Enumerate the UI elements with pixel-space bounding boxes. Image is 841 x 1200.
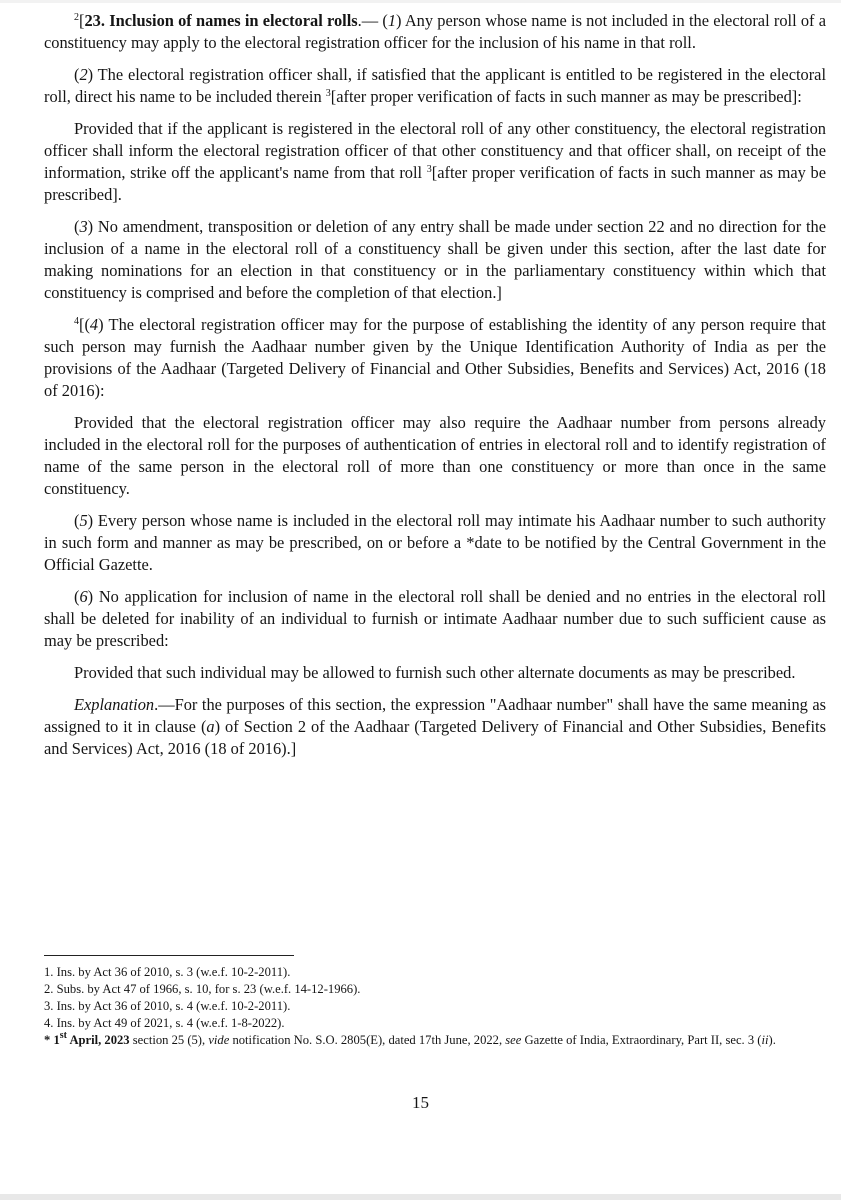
- explanation-label: Explanation: [74, 695, 155, 714]
- footnote-4: 4. Ins. by Act 49 of 2021, s. 4 (w.e.f. 1-8-2022).: [44, 1016, 285, 1030]
- bottom-edge: [0, 1194, 841, 1200]
- explanation: Explanation.—For the purposes of this section, the expression "Aadhaar number" shall have the same meaning as assigned to it in clause (a) of Section 2 of the Aadhaar (Targeted Delivery of Financial and Other Subsidies, Benefits and Services) Act, 2016 (18 of 2016).]: [44, 695, 826, 758]
- section-number: 23.: [84, 11, 105, 30]
- subsection-6: (6) No application for inclusion of name in the electoral roll shall be denied and no entries in the electoral roll shall be deleted for inability of an individual to furnish or intimate Aadhaar number due to such sufficient cause as may be prescribed:: [44, 587, 826, 650]
- document-body: [44, 10, 826, 770]
- subsection-1-text: Any person whose name is not included in the electoral roll of a constituency may apply to the electoral registration officer for the inclusion of his name in that roll.: [44, 11, 826, 52]
- section-title: Inclusion of names in electoral rolls: [109, 11, 358, 30]
- footnote-1: 1. Ins. by Act 36 of 2010, s. 3 (w.e.f. 10-2-2011).: [44, 965, 291, 979]
- footnote-ref-4: 4: [74, 316, 79, 327]
- top-edge: [0, 0, 841, 3]
- footnote-ref-2: 2: [74, 12, 79, 23]
- subsection-4: $^4$[(4) The electoral registration officer may for the purpose of establishing the identity of any person require that such person may furnish the Aadhaar number given by the Unique Identification Authority of India as per the provisions of the Aadhaar (Targeted Delivery of Financial and Other Subsidies, Benefits and Services) Act, 2016 (18 of 2016):: [44, 315, 826, 400]
- footnote-ref-3: 3: [325, 88, 331, 99]
- section-23-heading: $^2$[23. Inclusion of names in electoral rolls.— (1) Any person whose name is not included in the electoral roll of a constituency may apply to the electoral registration officer for the inclusion of his name in that roll.: [44, 11, 826, 52]
- footnote-3: 3. Ins. by Act 36 of 2010, s. 4 (w.e.f. 10-2-2011).: [44, 999, 291, 1013]
- footnote-divider: [44, 955, 294, 956]
- proviso-2: Provided that the electoral registration officer may also require the Aadhaar number from persons already included in the electoral roll for the purposes of authentication of entries in electoral roll and to identify registration of name of the same person in the electoral roll of more than one constituency or more than once in the same constituency.: [44, 413, 826, 498]
- page-number: 15: [412, 1093, 429, 1112]
- proviso-1: Provided that if the applicant is registered in the electoral roll of any other constituency, the electoral registration officer shall inform the electoral registration officer of that other constituency and that officer shall, on receipt of the information, strike off the applicant's name from that roll $^3$[after proper verification of facts in such manner as may be prescribed].: [44, 119, 826, 204]
- subsection-2: (2) The electoral registration officer shall, if satisfied that the applicant is entitled to be registered in the electoral roll, direct his name to be included therein $^3$[after proper verification of facts in such manner as may be prescribed]:: [44, 65, 826, 106]
- footnote-star: * 1st April, 2023 section 25 (5), vide notification No. S.O. 2805(E), dated 17th June, 2022, see Gazette of India, Extraordinary, Part II, sec. 3 (ii).: [44, 1030, 776, 1047]
- subsection-3: (3) No amendment, transposition or deletion of any entry shall be made under section 22 and no direction for the inclusion of a name in the electoral roll of a constituency shall be given under this section, after the last date for making nominations for an election in that constituency or in the parliamentary constituency within which that constituency is comprised and before the completion of that election.]: [44, 217, 826, 302]
- footnotes: [44, 964, 826, 1049]
- footnote-2: 2. Subs. by Act 47 of 1966, s. 10, for s. 23 (w.e.f. 14-12-1966).: [44, 982, 361, 996]
- proviso-3: Provided that such individual may be allowed to furnish such other alternate documents as may be prescribed.: [74, 663, 796, 682]
- footnote-ref-3b: 3: [426, 164, 432, 175]
- subsection-5: (5) Every person whose name is included in the electoral roll may intimate his Aadhaar number to such authority in such form and manner as may be prescribed, on or before a *date to be notified by the Central Government in the Official Gazette.: [44, 511, 826, 574]
